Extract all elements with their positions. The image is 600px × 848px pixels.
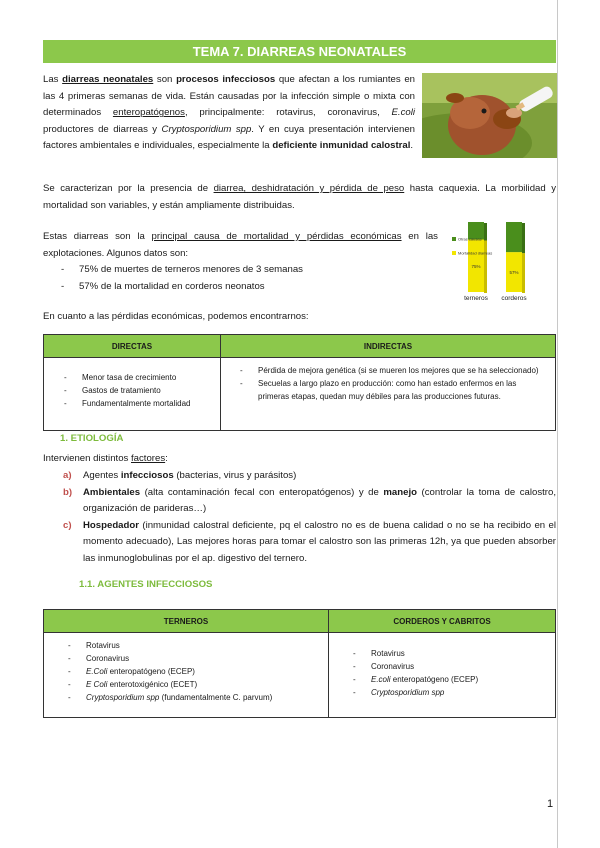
margin-line [557,0,558,848]
list-item: - E Coli enterotoxigénico (ECET) [64,678,327,691]
losses-intro: En cuanto a las pérdidas económicas, podemos encontrarnos: [43,311,309,322]
header-corderos: CORDEROS Y CABRITOS [329,610,556,633]
bar-side-corderos [522,253,525,293]
page-title: TEMA 7. DIARREAS NEONATALES [43,40,556,63]
legend-otras: Otras causas [458,236,482,242]
page-number: 1 [547,798,554,810]
terneros-cell [44,633,329,718]
list-item: - 75% de muertes de terneros menores de 3 semanas [57,262,417,279]
list-item: - Cryptosporidium spp [349,686,554,699]
calf-drinking-photo [422,73,557,158]
bar-side-terneros [484,241,487,294]
header-indirectas: INDIRECTAS [221,335,556,358]
list-item: c) Hospedador (inmunidad calostral deficiente, pq el calostro no es de buena calidad o no se ha recibido en el momento adecuado), Las mejores horas para tomar el calostro son las primeras 12h, ya que pueden absorber las inmunoglobulinas por el ap. digestivo del ternero. [63,519,556,564]
factors-list [63,468,556,568]
economic-losses-table [43,334,556,431]
list-item: - Fundamentalmente mortalidad [60,397,219,410]
mortality-paragraph: Estas diarreas son la principal causa de mortalidad y pérdidas económicas en las explotaciones. Algunos datos son: [43,231,438,259]
chart-bars [468,222,525,293]
bar-corderos-otras [506,222,522,252]
legend-mortalidad: Mortalidad diarreas [458,250,493,256]
list-item: - Coronavirus [349,660,554,673]
data-label-terneros: 75% [471,263,481,269]
list-item: - Menor tasa de crecimiento [60,371,219,384]
list-item: - E.coli enteropatógeno (ECEP) [349,673,554,686]
mortality-data-list [57,262,417,295]
list-item: - 57% de la mortalidad en corderos neonatos [57,279,417,296]
mortality-chart [450,218,553,308]
intro-paragraph: Las diarreas neonatales son procesos infecciosos que afectan a los rumiantes en las 4 primeras semanas de vida. Están causadas por la infección simple o mixta con determinados enteropatógenos, principalmente: rotavirus, coronavirus, E.coli productores de diarreas y Cryptosporidium spp. Y en cuya presentación intervienen factores ambientales e individuales, especialmente la deficiente inmunidad calostral. [43,74,416,152]
list-item: - Rotavirus [64,639,327,652]
etiologia-lead: Intervienen distintos factores: [43,453,168,464]
characteristics-paragraph: Se caracterizan por la presencia de diarrea, deshidratación y pérdida de peso hasta caquexia. La morbilidad y mortalidad son variables, y están ampliamente distribuidas. [43,183,556,211]
legend-swatch-otras [452,237,456,241]
infectious-agents-table [43,609,556,718]
tick-label-corderos: corderos [501,295,527,302]
section-heading-agentes: 1.1. AGENTES INFECCIOSOS [79,579,213,590]
list-item: - Rotavirus [349,647,554,660]
indirectas-cell [221,358,556,431]
header-terneros: TERNEROS [44,610,329,633]
list-item: - E.Coli enteropatógeno (ECEP) [64,665,327,678]
legend-swatch-mortalidad [452,251,456,255]
list-item: - Cryptosporidium spp (fundamentalmente C. parvum) [64,691,327,704]
data-label-corderos: 57% [509,270,519,276]
section-heading-etiologia: 1. ETIOLOGÍA [60,433,124,444]
bar-side-terneros [484,223,487,241]
header-directas: DIRECTAS [44,335,221,358]
list-item: - Secuelas a largo plazo en producción: como han estado enfermos en las primeras etapas, quedan muy débiles para las producciones futuras. [236,377,549,403]
directas-cell [44,358,221,431]
tick-label-terneros: terneros [464,295,488,302]
list-item: b) Ambientales (alta contaminación fecal con enteropatógenos) y de manejo (controlar la toma de calostro, organización de parideras…) [63,486,556,515]
list-item: - Pérdida de mejora genética (si se mueren los mejores que se ha seleccionado) [236,364,549,377]
list-item: - Coronavirus [64,652,327,665]
corderos-cell [329,633,556,718]
list-item: a) Agentes infecciosos (bacterias, virus y parásitos) [63,470,297,481]
bar-side-corderos [522,223,525,253]
list-item: - Gastos de tratamiento [60,384,219,397]
